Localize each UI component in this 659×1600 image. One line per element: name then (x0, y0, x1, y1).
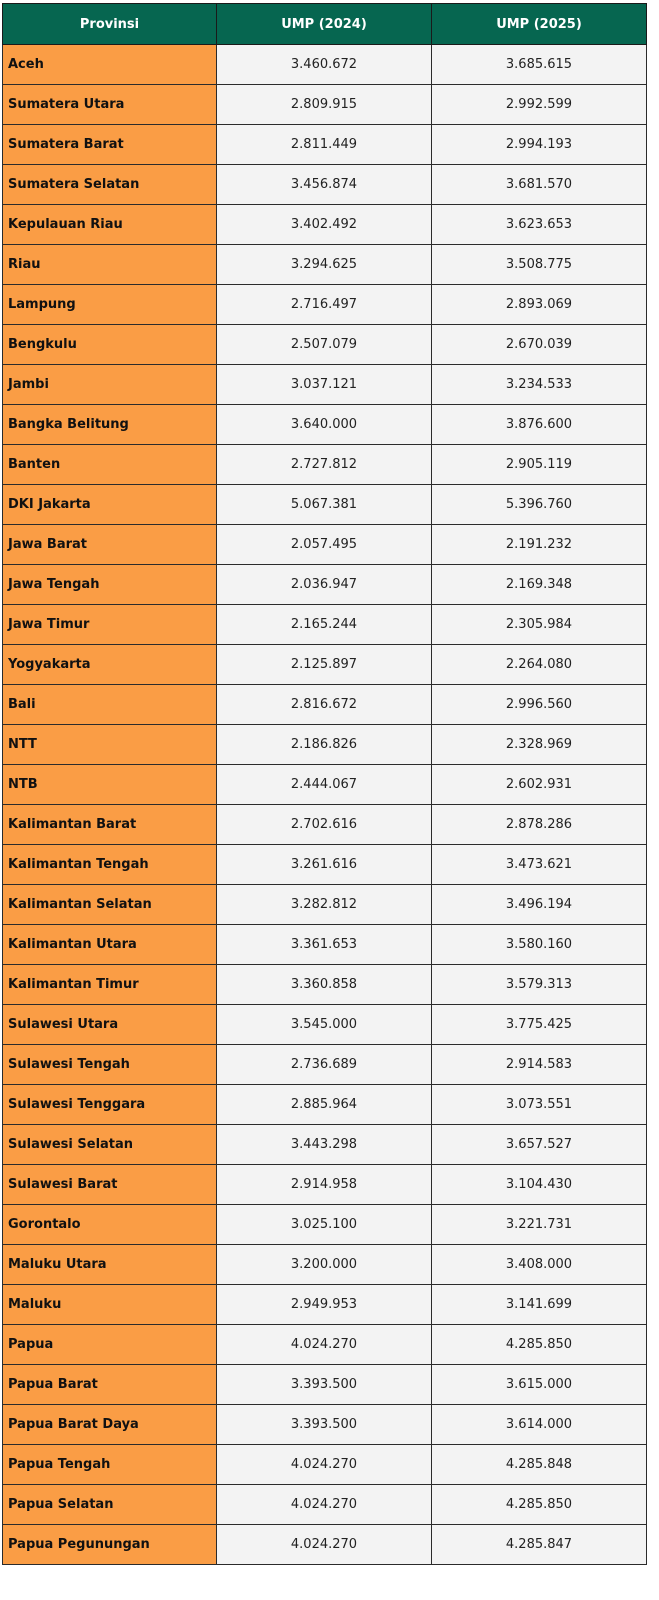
ump-2024-cell: 3.640.000 (217, 405, 432, 445)
ump-2025-cell: 3.073.551 (432, 1085, 647, 1125)
ump-2024-cell: 2.702.616 (217, 805, 432, 845)
province-cell: Papua Pegunungan (3, 1525, 217, 1565)
province-cell: Sumatera Selatan (3, 165, 217, 205)
province-cell: Sulawesi Tengah (3, 1045, 217, 1085)
table-row (3, 125, 647, 165)
province-cell: Kalimantan Barat (3, 805, 217, 845)
ump-2025-cell: 3.685.615 (432, 45, 647, 85)
ump-2024-cell: 4.024.270 (217, 1485, 432, 1525)
ump-2024-cell: 3.443.298 (217, 1125, 432, 1165)
table-row (3, 1085, 647, 1125)
province-cell: Kalimantan Timur (3, 965, 217, 1005)
ump-2025-cell: 3.221.731 (432, 1205, 647, 1245)
ump-2025-cell: 2.914.583 (432, 1045, 647, 1085)
table-row (3, 165, 647, 205)
table-row (3, 1045, 647, 1085)
ump-table-container (2, 3, 646, 1565)
province-cell: Banten (3, 445, 217, 485)
ump-2025-cell: 3.579.313 (432, 965, 647, 1005)
ump-2024-cell: 5.067.381 (217, 485, 432, 525)
ump-2024-cell: 2.885.964 (217, 1085, 432, 1125)
table-row (3, 1525, 647, 1565)
header-provinsi: Provinsi (3, 4, 217, 45)
table-row (3, 245, 647, 285)
ump-2024-cell: 2.949.953 (217, 1285, 432, 1325)
table-row (3, 445, 647, 485)
table-row (3, 1285, 647, 1325)
ump-2024-cell: 2.057.495 (217, 525, 432, 565)
ump-2025-cell: 3.615.000 (432, 1365, 647, 1405)
ump-2025-cell: 2.996.560 (432, 685, 647, 725)
table-row (3, 765, 647, 805)
table-row (3, 1485, 647, 1525)
province-cell: Maluku (3, 1285, 217, 1325)
province-cell: Aceh (3, 45, 217, 85)
table-header (3, 4, 647, 45)
province-cell: DKI Jakarta (3, 485, 217, 525)
ump-2024-cell: 2.727.812 (217, 445, 432, 485)
table-row (3, 1005, 647, 1045)
ump-2024-cell: 3.294.625 (217, 245, 432, 285)
ump-2024-cell: 2.507.079 (217, 325, 432, 365)
table-body (3, 45, 647, 1565)
ump-2025-cell: 3.496.194 (432, 885, 647, 925)
table-row (3, 1165, 647, 1205)
ump-2024-cell: 2.816.672 (217, 685, 432, 725)
ump-2025-cell: 2.305.984 (432, 605, 647, 645)
province-cell: Sulawesi Tenggara (3, 1085, 217, 1125)
ump-2025-cell: 2.670.039 (432, 325, 647, 365)
ump-2025-cell: 3.614.000 (432, 1405, 647, 1445)
ump-2024-cell: 3.200.000 (217, 1245, 432, 1285)
ump-2025-cell: 3.473.621 (432, 845, 647, 885)
ump-2025-cell: 3.681.570 (432, 165, 647, 205)
province-cell: Jawa Tengah (3, 565, 217, 605)
ump-2024-cell: 2.811.449 (217, 125, 432, 165)
ump-2024-cell: 3.361.653 (217, 925, 432, 965)
province-cell: Papua Selatan (3, 1485, 217, 1525)
ump-2025-cell: 4.285.850 (432, 1325, 647, 1365)
table-row (3, 685, 647, 725)
ump-2025-cell: 4.285.847 (432, 1525, 647, 1565)
table-row (3, 365, 647, 405)
ump-2025-cell: 2.264.080 (432, 645, 647, 685)
table-row (3, 925, 647, 965)
province-cell: Jawa Barat (3, 525, 217, 565)
ump-2025-cell: 3.623.653 (432, 205, 647, 245)
province-cell: Papua Tengah (3, 1445, 217, 1485)
province-cell: Papua (3, 1325, 217, 1365)
province-cell: Riau (3, 245, 217, 285)
ump-table (2, 3, 647, 1565)
ump-2024-cell: 3.025.100 (217, 1205, 432, 1245)
table-row (3, 205, 647, 245)
ump-2025-cell: 2.191.232 (432, 525, 647, 565)
province-cell: Sulawesi Selatan (3, 1125, 217, 1165)
ump-2025-cell: 3.876.600 (432, 405, 647, 445)
province-cell: Yogyakarta (3, 645, 217, 685)
ump-2025-cell: 2.893.069 (432, 285, 647, 325)
table-row (3, 325, 647, 365)
province-cell: Sumatera Barat (3, 125, 217, 165)
ump-2025-cell: 3.657.527 (432, 1125, 647, 1165)
ump-2024-cell: 3.402.492 (217, 205, 432, 245)
table-row (3, 965, 647, 1005)
ump-2025-cell: 4.285.848 (432, 1445, 647, 1485)
province-cell: Jambi (3, 365, 217, 405)
province-cell: Gorontalo (3, 1205, 217, 1245)
ump-2025-cell: 2.992.599 (432, 85, 647, 125)
ump-2024-cell: 3.460.672 (217, 45, 432, 85)
ump-2024-cell: 3.393.500 (217, 1405, 432, 1445)
ump-2024-cell: 4.024.270 (217, 1525, 432, 1565)
table-row (3, 805, 647, 845)
province-cell: Bali (3, 685, 217, 725)
ump-2025-cell: 2.328.969 (432, 725, 647, 765)
ump-2024-cell: 3.282.812 (217, 885, 432, 925)
table-row (3, 1445, 647, 1485)
ump-2024-cell: 3.360.858 (217, 965, 432, 1005)
table-row (3, 885, 647, 925)
ump-2024-cell: 2.736.689 (217, 1045, 432, 1085)
ump-2025-cell: 2.878.286 (432, 805, 647, 845)
province-cell: Sulawesi Barat (3, 1165, 217, 1205)
ump-2025-cell: 3.508.775 (432, 245, 647, 285)
table-row (3, 285, 647, 325)
ump-2024-cell: 2.716.497 (217, 285, 432, 325)
ump-2024-cell: 2.165.244 (217, 605, 432, 645)
table-row (3, 1325, 647, 1365)
province-cell: Bengkulu (3, 325, 217, 365)
ump-2025-cell: 2.994.193 (432, 125, 647, 165)
ump-2024-cell: 2.444.067 (217, 765, 432, 805)
table-row (3, 1125, 647, 1165)
header-row (3, 4, 647, 45)
province-cell: Kepulauan Riau (3, 205, 217, 245)
table-row (3, 45, 647, 85)
table-row (3, 725, 647, 765)
province-cell: NTB (3, 765, 217, 805)
table-row (3, 1405, 647, 1445)
ump-2024-cell: 3.545.000 (217, 1005, 432, 1045)
table-row (3, 1205, 647, 1245)
table-row (3, 565, 647, 605)
ump-2025-cell: 3.141.699 (432, 1285, 647, 1325)
province-cell: Papua Barat Daya (3, 1405, 217, 1445)
ump-2025-cell: 3.580.160 (432, 925, 647, 965)
province-cell: Kalimantan Tengah (3, 845, 217, 885)
table-row (3, 485, 647, 525)
ump-2025-cell: 3.104.430 (432, 1165, 647, 1205)
ump-2024-cell: 2.914.958 (217, 1165, 432, 1205)
header-ump-2025: UMP (2025) (432, 4, 647, 45)
province-cell: Kalimantan Selatan (3, 885, 217, 925)
table-row (3, 1245, 647, 1285)
table-row (3, 405, 647, 445)
ump-2025-cell: 2.602.931 (432, 765, 647, 805)
header-ump-2024: UMP (2024) (217, 4, 432, 45)
table-row (3, 605, 647, 645)
ump-2025-cell: 3.775.425 (432, 1005, 647, 1045)
province-cell: Kalimantan Utara (3, 925, 217, 965)
province-cell: Jawa Timur (3, 605, 217, 645)
ump-2024-cell: 3.037.121 (217, 365, 432, 405)
province-cell: Maluku Utara (3, 1245, 217, 1285)
ump-2025-cell: 3.408.000 (432, 1245, 647, 1285)
ump-2024-cell: 2.125.897 (217, 645, 432, 685)
province-cell: Lampung (3, 285, 217, 325)
ump-2024-cell: 3.393.500 (217, 1365, 432, 1405)
table-row (3, 845, 647, 885)
ump-2025-cell: 3.234.533 (432, 365, 647, 405)
province-cell: Papua Barat (3, 1365, 217, 1405)
ump-2024-cell: 2.186.826 (217, 725, 432, 765)
table-row (3, 85, 647, 125)
ump-2024-cell: 3.456.874 (217, 165, 432, 205)
province-cell: Sumatera Utara (3, 85, 217, 125)
province-cell: NTT (3, 725, 217, 765)
ump-2024-cell: 2.036.947 (217, 565, 432, 605)
province-cell: Sulawesi Utara (3, 1005, 217, 1045)
table-row (3, 645, 647, 685)
ump-2025-cell: 4.285.850 (432, 1485, 647, 1525)
ump-2025-cell: 2.169.348 (432, 565, 647, 605)
ump-2024-cell: 2.809.915 (217, 85, 432, 125)
ump-2024-cell: 4.024.270 (217, 1445, 432, 1485)
province-cell: Bangka Belitung (3, 405, 217, 445)
ump-2025-cell: 2.905.119 (432, 445, 647, 485)
ump-2025-cell: 5.396.760 (432, 485, 647, 525)
ump-2024-cell: 3.261.616 (217, 845, 432, 885)
ump-2024-cell: 4.024.270 (217, 1325, 432, 1365)
table-row (3, 1365, 647, 1405)
table-row (3, 525, 647, 565)
